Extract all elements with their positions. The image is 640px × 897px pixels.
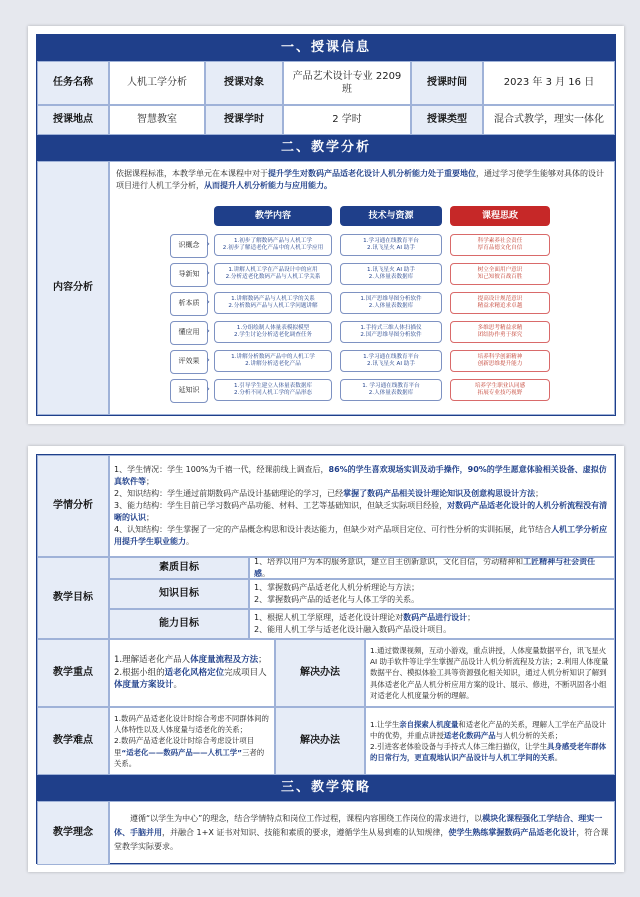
- knowledge-2: 2、掌握数码产品的适老化与人体工学的关系。: [254, 595, 420, 604]
- header-teaching-content: 教学内容: [214, 206, 332, 226]
- diagram-tech-cell: [340, 263, 442, 285]
- diagram-cell-line: 树立全面用户意识: [477, 267, 523, 274]
- time-label: 授课时间: [411, 61, 483, 105]
- quality-goal-label: 素质目标: [109, 557, 249, 579]
- diagram-ideology-cell: [450, 263, 550, 285]
- diagram-cell-line: 1.讲解人机工学在产品设计中的应用: [228, 267, 318, 274]
- diagram-cell-line: 1. 学习通在线教育平台: [362, 383, 420, 390]
- section-title-teaching-analysis: 二、教学分析: [37, 135, 615, 161]
- diagram-content-cell: [214, 263, 332, 285]
- diagram-cell-line: 科学素养社会责任: [477, 238, 523, 245]
- diagram-tech-cell: [340, 234, 442, 256]
- teaching-idea-text: [109, 801, 615, 865]
- learning-p1: 1、学生情况：学生 100%为千禧一代，经课前线上调查后，: [114, 465, 329, 474]
- place-label: 授课地点: [37, 105, 109, 135]
- arrow-icon: ›: [207, 327, 210, 335]
- diagram-cell-line: 厚育品德文化自信: [477, 245, 523, 251]
- learning-analysis-label: 学情分析: [37, 455, 109, 557]
- key-2: 2.根据小组的: [114, 667, 165, 678]
- difficulty-solution-text: [365, 707, 615, 775]
- diagram-cell-line: 拓展专业技巧视野: [477, 390, 523, 396]
- key-1: 1.理解适老化产品人: [114, 654, 191, 665]
- diagram-stage-label: 析本质: [170, 292, 208, 316]
- learning-p2-highlight: 掌握了数码产品相关设计理论知识及创意构思设计方法: [343, 489, 536, 498]
- target-value: 产品艺术设计专业 2209班: [283, 61, 411, 105]
- diagram-cell-line: 1.手持式三维人体扫描仪: [360, 325, 422, 332]
- diagram-cell-line: 创新思维提升能力: [477, 361, 523, 367]
- lesson-info-table: [36, 34, 616, 416]
- diagram-ideology-cell: [450, 321, 550, 343]
- knowledge-1: 1、掌握数码产品适老化人机分析理论与方法；: [254, 583, 420, 592]
- diagram-cell-line: 2.人体量表数据库: [368, 390, 414, 396]
- header-ideology: 课程思政: [450, 206, 550, 226]
- task-name-value: 人机工学分析: [109, 61, 205, 105]
- diagram-cell-line: 1.引导学生建立人体量表数据库: [233, 383, 313, 390]
- diagram-cell-line: 1.学习通在线教育平台: [363, 238, 419, 245]
- diagram-cell-line: 1.讯飞星火 AI 助手: [367, 267, 415, 274]
- document-page-2: [28, 446, 624, 872]
- diagram-stage-label: 导新知: [170, 263, 208, 287]
- idea-end: ，符合课堂教学实际要求。: [114, 828, 609, 851]
- diagram-cell-line: 1.讲解分析数码产品中的人机工学: [231, 354, 315, 361]
- quality-end: 。: [262, 569, 270, 578]
- diagram-cell-line: 培养科学创新精神: [477, 354, 523, 361]
- arrow-icon: ›: [207, 269, 210, 277]
- diagram-content-cell: [214, 350, 332, 372]
- diagram-cell-line: 知己知彼百战百胜: [477, 274, 523, 280]
- diagram-stage-label: 识概念: [170, 234, 208, 258]
- arrow-icon: ›: [207, 356, 210, 364]
- arrow-icon: ›: [207, 240, 210, 248]
- key-1-highlight: 体度量流程及方法: [190, 654, 259, 665]
- learning-p3: 3、能力结构：学生目前已学习数码产品功能、材料、工艺等基础知识，但缺乏实际项目经验，: [114, 501, 448, 510]
- diagram-cell-line: 2.分析数码产品与人机工学问题讲解: [228, 303, 318, 309]
- learning-p1-highlight: 86%的学生喜欢现场实训及动手操作，90%的学生愿意体验相关设备、虚拟仿真软件等: [114, 465, 607, 486]
- learning-p4-end: 。: [186, 537, 194, 546]
- diagram-cell-line: 提高设计规范意识: [477, 296, 523, 303]
- difficulty-2-highlight: “适老化——数码产品——人机工学”: [121, 747, 242, 757]
- learning-p2: 2、知识结构：学生通过前期数码产品设计基础理论的学习，已经: [114, 489, 344, 498]
- learning-p3-highlight: 对数码产品适老化设计的人机分析流程没有清晰的认识: [114, 501, 608, 522]
- diagram-cell-line: 2.讯飞星火 AI 助手: [367, 245, 415, 251]
- quality-goal-text: [249, 557, 615, 579]
- knowledge-goal-text: [249, 579, 615, 609]
- ability-2: 2、能用人机工学与适老化设计融入数码产品设计项目。: [254, 625, 452, 634]
- diagram-cell-line: 2.国产思维导图分析软件: [360, 332, 422, 338]
- teaching-analysis-table: [36, 454, 616, 864]
- ability-1: 1、根据人机工学原理，适老化设计理论对: [254, 613, 404, 622]
- diagram-cell-line: 2.分析不同人机工学的产品形态: [233, 390, 313, 396]
- difficulty-2: 2.数码产品适老化设计时综合考虑设计项目里: [114, 736, 255, 757]
- diagram-tech-cell: [340, 292, 442, 314]
- learning-p4-highlight: 人机工学分析应用提升学生职业能力: [114, 525, 608, 546]
- teaching-key-label: 教学重点: [37, 639, 109, 707]
- ability-goal-label: 能力目标: [109, 609, 249, 639]
- diagram-ideology-cell: [450, 292, 550, 314]
- difficulty-1: 1.数码产品适老化设计时综合考虑不同群体间的人体特性以及人体度量与适老化的关系；: [114, 714, 269, 735]
- diagram-cell-line: 2.分析适老化数码产品与人机工学关系: [225, 274, 321, 280]
- header-tech-resources: 技术与资源: [340, 206, 442, 226]
- key-2-end: 。: [173, 680, 183, 691]
- hard-solve-1-mid: 和适老化产品的关系，理解人工学在产品设计中的优势，并重点讲授: [370, 719, 607, 740]
- ability-1-end: ；: [467, 613, 476, 622]
- diagram-content-cell: [214, 292, 332, 314]
- idea-text-2: ，并融合 1+X 证书对知识、技能和素质的要求，遵循学生从易到难的认知规律，: [162, 828, 449, 837]
- diagram-cell-line: 2.讲解分析适老化产品: [245, 361, 301, 367]
- hours-value: 2 学时: [283, 105, 411, 135]
- intro-text-a: 依据课程标准，本教学单元在本课程中对于: [116, 169, 268, 178]
- content-analysis-intro: [116, 168, 608, 193]
- content-analysis-diagram: [170, 206, 550, 406]
- teaching-goal-label: 教学目标: [37, 557, 109, 639]
- task-name-label: 任务名称: [37, 61, 109, 105]
- key-2-mid: 完成项目人: [224, 667, 267, 678]
- hard-solve-2: 2.引进客老体验设备与手持式人体三维扫描仪，让学生: [370, 742, 548, 751]
- content-analysis-label: 内容分析: [37, 161, 109, 415]
- teaching-idea-label: 教学理念: [37, 801, 109, 865]
- diagram-cell-line: 多维思考精益求精: [477, 325, 523, 332]
- difficulty-solution-label: 解决办法: [275, 707, 365, 775]
- teaching-key-text: [109, 639, 275, 707]
- target-label: 授课对象: [205, 61, 283, 105]
- diagram-cell-line: 2.人体量表数据库: [368, 274, 414, 280]
- learning-p1-end: ；: [146, 477, 154, 486]
- hard-solve-1: 1.让学生: [370, 719, 400, 729]
- document-page-1: [28, 26, 624, 424]
- diagram-stage-label: 延知识: [170, 379, 208, 403]
- intro-text-highlight: 提升学生对数码产品适老化设计人机分析能力处于重要地位: [268, 169, 476, 178]
- quality-text: 1、培养以用户为本的服务意识，建立自主创新意识，文化自信，劳动精神和: [254, 557, 524, 566]
- hours-label: 授课学时: [205, 105, 283, 135]
- diagram-cell-line: 2.初步了解适老化产品中的人机工学应用: [222, 245, 324, 251]
- diagram-cell-line: 精益求精追求卓越: [477, 303, 523, 309]
- key-2-highlight-2: 体度量方案设计: [114, 680, 174, 691]
- hard-solve-1-highlight: 亲自探索人机度量: [399, 719, 459, 729]
- section-title-teaching-strategy: 三、教学策略: [37, 775, 615, 801]
- diagram-cell-line: 1.国产思维导图分析软件: [360, 296, 422, 303]
- hard-solve-1-highlight-2: 适老化数码产品: [443, 730, 496, 740]
- ability-goal-text: [249, 609, 615, 639]
- diagram-cell-line: 1.分组绘制人体量表模拟模型: [236, 325, 310, 332]
- arrow-icon: ›: [207, 298, 210, 306]
- knowledge-goal-label: 知识目标: [109, 579, 249, 609]
- diagram-ideology-cell: [450, 350, 550, 372]
- diagram-cell-line: 1.学习通在线教育平台: [363, 354, 419, 361]
- diagram-cell-line: 培养学生职业认同感: [474, 383, 526, 390]
- arrow-icon: ›: [207, 385, 210, 393]
- key-solution-label: 解决办法: [275, 639, 365, 707]
- hard-solve-2-highlight: 具身感受老年群体的日常行为，更直观地认识产品设计与人机工学间的关系: [370, 742, 607, 763]
- intro-text-c: ，通过学习使学生能够对具体的设计项目进行人机工学分析，: [116, 169, 604, 191]
- idea-highlight: 模块化课程强化工学结合、理实一体、手脑并用: [114, 814, 603, 837]
- diagram-cell-line: 1.初步了解数码产品与人机工学: [233, 238, 313, 245]
- content-analysis-cell: [109, 161, 615, 415]
- diagram-tech-cell: [340, 379, 442, 401]
- learning-p4: 4、认知结构：学生掌握了一定的产品概念构思和设计表达能力，但缺少对产品项目定位、可行性分析的实训拓展，此节结合: [114, 525, 552, 534]
- hard-solve-2-end: 。: [554, 753, 563, 763]
- intro-text-highlight-2: 从而提升人机分析能力与应用能力。: [204, 181, 332, 191]
- idea-text: 遵循“以学生为中心”的理念，结合学情特点和岗位工作过程，课程内容围绕工作岗位的需求进行，以: [130, 814, 483, 823]
- hard-solve-1-end: 与人机分析的关系；: [495, 730, 563, 740]
- diagram-content-cell: [214, 321, 332, 343]
- difficulty-2-end: 三者的关系。: [114, 747, 265, 768]
- diagram-tech-cell: [340, 321, 442, 343]
- diagram-stage-label: 懂应用: [170, 321, 208, 345]
- section-title-teaching-info: 一、授课信息: [37, 35, 615, 61]
- time-value: 2023 年 3 月 16 日: [483, 61, 615, 105]
- diagram-content-cell: [214, 379, 332, 401]
- key-1-end: ；: [258, 654, 267, 665]
- quality-highlight: 工匠精神与社会责任感: [254, 557, 596, 578]
- type-value: 混合式教学，理实一体化: [483, 105, 615, 135]
- key-solution-text: 1.通过微课视频，互动小游戏，重点讲授，人体度量数据平台，讯飞星火 AI 助手软件等让学生掌握产品设计人机分析流程及方法；2.利用人体度量数据平台、模拟体验工具等资源强化相关知识，通过人机分析知识了解到具体适老化产品人机分析应用方案的设计、展示、修进，不断巩固各小组对适老化人机度量分析的理解。: [365, 639, 615, 707]
- diagram-cell-line: 1.讲解数码产品与人机工学的关系: [231, 296, 315, 303]
- diagram-cell-line: 2.人体量表数据库: [368, 303, 414, 309]
- learning-p3-end: ；: [146, 513, 154, 522]
- diagram-cell-line: 2.讯飞星火 AI 助手: [367, 361, 415, 367]
- diagram-ideology-cell: [450, 234, 550, 256]
- diagram-tech-cell: [340, 350, 442, 372]
- teaching-difficulty-text: [109, 707, 275, 775]
- diagram-stage-label: 评效果: [170, 350, 208, 374]
- ability-1-highlight: 数码产品进行设计: [403, 613, 468, 622]
- diagram-cell-line: 团结协作勇于探究: [477, 332, 523, 338]
- place-value: 智慧教室: [109, 105, 205, 135]
- diagram-ideology-cell: [450, 379, 550, 401]
- learning-p2-end: ；: [535, 489, 544, 498]
- type-label: 授课类型: [411, 105, 483, 135]
- teaching-difficulty-label: 教学难点: [37, 707, 109, 775]
- diagram-cell-line: 2.学生讨论分析适老化调查任务: [233, 332, 313, 338]
- key-2-highlight: 适老化风格定位: [164, 667, 225, 678]
- diagram-content-cell: [214, 234, 332, 256]
- idea-highlight-2: 使学生熟练掌握数码产品适老化设计: [448, 828, 577, 837]
- learning-analysis-text: [109, 455, 615, 557]
